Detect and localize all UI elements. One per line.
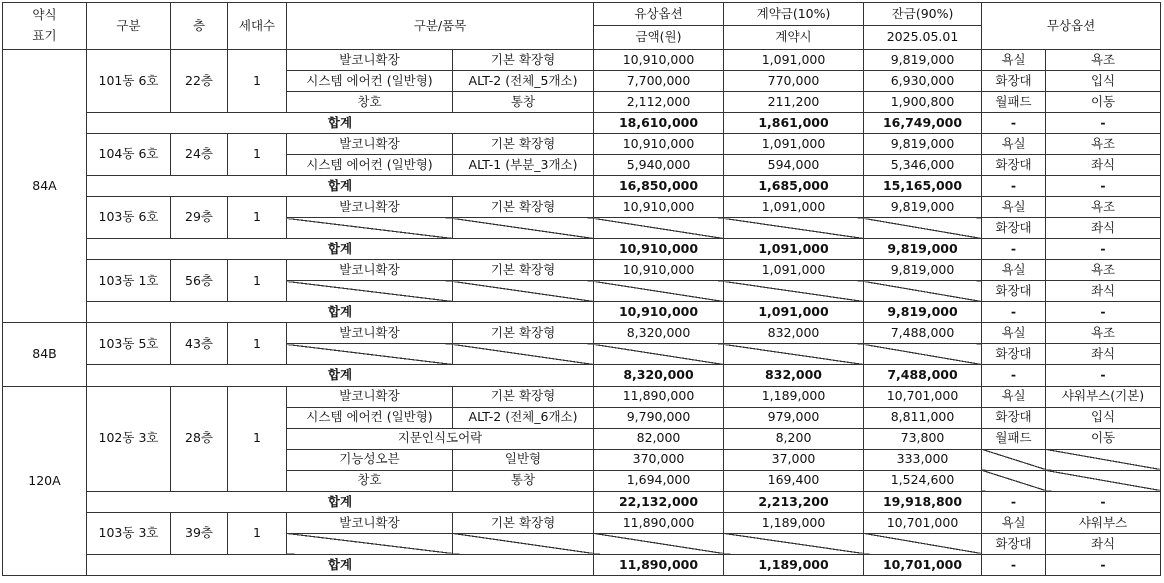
total-amount-cell: 10,910,000 [594, 239, 724, 260]
empty-slash-cell [724, 344, 864, 365]
header-type [3, 3, 87, 50]
total-balance-cell: 9,819,000 [864, 239, 982, 260]
free-option-room-cell: 화장대 [982, 533, 1046, 554]
type-cell: 84A [3, 49, 87, 323]
total-row [3, 365, 1161, 386]
total-amount-cell: 10,910,000 [594, 302, 724, 323]
total-label-cell: 합계 [87, 302, 594, 323]
floor-cell: 43층 [171, 323, 228, 365]
balance-cell: 5,346,000 [864, 155, 982, 176]
item-spec-cell: ALT-2 (전체_5개소) [453, 70, 594, 91]
free-option-choice-cell: 욕조 [1046, 49, 1161, 70]
total-balance-cell: 19,918,800 [864, 491, 982, 512]
item-name-cell: 발코니확장 [287, 197, 453, 218]
free-option-room-cell: 욕실 [982, 386, 1046, 407]
free-option-choice-cell: 이동 [1046, 91, 1161, 112]
header-unit: 구분 [87, 3, 171, 50]
amount-cell: 2,112,000 [594, 91, 724, 112]
amount-cell: 9,790,000 [594, 407, 724, 428]
balance-cell: 7,488,000 [864, 323, 982, 344]
total-deposit-cell: 1,091,000 [724, 239, 864, 260]
item-name-cell: 발코니확장 [287, 386, 453, 407]
total-free-option-cell: - [982, 176, 1046, 197]
empty-slash-cell [1046, 449, 1161, 470]
item-spec-cell: 기본 확장형 [453, 512, 594, 533]
header-balance: 잔금(90%) [864, 3, 982, 26]
type-cell: 120A [3, 386, 87, 575]
deposit-cell: 1,091,000 [724, 49, 864, 70]
total-balance-cell: 9,819,000 [864, 302, 982, 323]
amount-cell: 11,890,000 [594, 512, 724, 533]
item-spec-cell: 기본 확장형 [453, 197, 594, 218]
empty-slash-cell [864, 218, 982, 239]
item-name-cell: 시스템 에어컨 (일반형) [287, 70, 453, 91]
total-free-option-cell: - [982, 554, 1046, 575]
total-row [3, 554, 1161, 575]
free-option-choice-cell: 좌식 [1046, 281, 1161, 302]
header-type-line1: 약식 [32, 7, 57, 23]
free-option-room-cell: 화장대 [982, 155, 1046, 176]
deposit-cell: 832,000 [724, 323, 864, 344]
empty-slash-cell [982, 470, 1046, 491]
amount-cell: 10,910,000 [594, 133, 724, 154]
total-free-option-cell: - [1046, 554, 1161, 575]
free-option-room-cell: 월패드 [982, 91, 1046, 112]
table-row [3, 386, 1161, 407]
free-option-choice-cell: 욕조 [1046, 323, 1161, 344]
free-option-choice-cell: 입식 [1046, 407, 1161, 428]
free-option-room-cell: 욕실 [982, 133, 1046, 154]
header-households: 세대수 [228, 3, 287, 50]
total-label-cell: 합계 [87, 491, 594, 512]
free-option-choice-cell: 욕조 [1046, 133, 1161, 154]
balance-cell: 10,701,000 [864, 386, 982, 407]
item-spec-cell: 통창 [453, 91, 594, 112]
header-amount: 금액(원) [594, 26, 724, 49]
item-name-cell: 지문인식도어락 [287, 428, 594, 449]
free-option-room-cell: 욕실 [982, 49, 1046, 70]
empty-slash-cell [594, 533, 724, 554]
households-cell: 1 [228, 260, 287, 302]
total-free-option-cell: - [982, 302, 1046, 323]
total-label-cell: 합계 [87, 554, 594, 575]
deposit-cell: 1,091,000 [724, 133, 864, 154]
free-option-room-cell: 욕실 [982, 512, 1046, 533]
households-cell: 1 [228, 323, 287, 365]
total-deposit-cell: 1,189,000 [724, 554, 864, 575]
total-free-option-cell: - [982, 112, 1046, 133]
unit-cell: 104동 6호 [87, 133, 171, 175]
households-cell: 1 [228, 512, 287, 554]
total-free-option-cell: - [982, 491, 1046, 512]
free-option-room-cell: 월패드 [982, 428, 1046, 449]
item-name-cell: 발코니확장 [287, 260, 453, 281]
free-option-choice-cell: 샤워부스 [1046, 512, 1161, 533]
free-option-choice-cell: 좌식 [1046, 218, 1161, 239]
item-spec-cell: 기본 확장형 [453, 49, 594, 70]
header-item: 구분/품목 [287, 3, 594, 50]
free-option-choice-cell: 이동 [1046, 428, 1161, 449]
table-row [3, 512, 1161, 533]
balance-cell: 9,819,000 [864, 260, 982, 281]
free-option-choice-cell: 샤워부스(기본) [1046, 386, 1161, 407]
free-option-room-cell: 욕실 [982, 323, 1046, 344]
free-option-choice-cell: 좌식 [1046, 533, 1161, 554]
deposit-cell: 979,000 [724, 407, 864, 428]
free-option-choice-cell: 좌식 [1046, 344, 1161, 365]
amount-cell: 11,890,000 [594, 386, 724, 407]
empty-slash-cell [724, 218, 864, 239]
total-label-cell: 합계 [87, 239, 594, 260]
empty-slash-cell [594, 281, 724, 302]
households-cell: 1 [228, 133, 287, 175]
total-label-cell: 합계 [87, 365, 594, 386]
item-spec-cell: 기본 확장형 [453, 260, 594, 281]
total-row [3, 176, 1161, 197]
balance-cell: 1,524,600 [864, 470, 982, 491]
households-cell: 1 [228, 197, 287, 239]
deposit-cell: 8,200 [724, 428, 864, 449]
item-name-cell: 발코니확장 [287, 49, 453, 70]
unit-cell: 103동 3호 [87, 512, 171, 554]
deposit-cell: 1,091,000 [724, 197, 864, 218]
floor-cell: 22층 [171, 49, 228, 112]
empty-slash-cell [724, 533, 864, 554]
total-row [3, 239, 1161, 260]
amount-cell: 8,320,000 [594, 323, 724, 344]
total-amount-cell: 22,132,000 [594, 491, 724, 512]
floor-cell: 28층 [171, 386, 228, 491]
empty-slash-cell [287, 281, 453, 302]
total-free-option-cell: - [1046, 491, 1161, 512]
deposit-cell: 1,189,000 [724, 512, 864, 533]
free-option-room-cell: 욕실 [982, 260, 1046, 281]
item-spec-cell: 기본 확장형 [453, 133, 594, 154]
empty-slash-cell [594, 344, 724, 365]
balance-cell: 6,930,000 [864, 70, 982, 91]
total-label-cell: 합계 [87, 112, 594, 133]
deposit-cell: 37,000 [724, 449, 864, 470]
header-row-1 [3, 3, 1161, 26]
option-price-table [2, 2, 1161, 576]
table-row [3, 260, 1161, 281]
total-balance-cell: 10,701,000 [864, 554, 982, 575]
total-balance-cell: 16,749,000 [864, 112, 982, 133]
amount-cell: 1,694,000 [594, 470, 724, 491]
item-spec-cell: 통창 [453, 470, 594, 491]
empty-slash-cell [287, 344, 453, 365]
empty-slash-cell [453, 533, 594, 554]
header-free-option: 무상옵션 [982, 3, 1161, 50]
item-name-cell: 발코니확장 [287, 133, 453, 154]
free-option-room-cell: 화장대 [982, 281, 1046, 302]
item-name-cell: 발코니확장 [287, 512, 453, 533]
total-deposit-cell: 1,091,000 [724, 302, 864, 323]
total-deposit-cell: 1,861,000 [724, 112, 864, 133]
balance-cell: 73,800 [864, 428, 982, 449]
free-option-room-cell: 화장대 [982, 344, 1046, 365]
item-spec-cell: 기본 확장형 [453, 323, 594, 344]
unit-cell: 103동 6호 [87, 197, 171, 239]
empty-slash-cell [724, 281, 864, 302]
total-amount-cell: 18,610,000 [594, 112, 724, 133]
empty-slash-cell [864, 344, 982, 365]
total-free-option-cell: - [982, 365, 1046, 386]
unit-cell: 101동 6호 [87, 49, 171, 112]
item-name-cell: 창호 [287, 470, 453, 491]
item-name-cell: 기능성오븐 [287, 449, 453, 470]
item-name-cell: 발코니확장 [287, 323, 453, 344]
balance-cell: 8,811,000 [864, 407, 982, 428]
header-at-contract: 계약시 [724, 26, 864, 49]
households-cell: 1 [228, 386, 287, 491]
empty-slash-cell [1046, 470, 1161, 491]
free-option-choice-cell: 입식 [1046, 70, 1161, 91]
deposit-cell: 1,189,000 [724, 386, 864, 407]
deposit-cell: 594,000 [724, 155, 864, 176]
deposit-cell: 169,400 [724, 470, 864, 491]
header-contract-deposit: 계약금(10%) [724, 3, 864, 26]
item-spec-cell: ALT-2 (전체_6개소) [453, 407, 594, 428]
floor-cell: 39층 [171, 512, 228, 554]
empty-slash-cell [982, 449, 1046, 470]
total-free-option-cell: - [1046, 365, 1161, 386]
balance-cell: 9,819,000 [864, 197, 982, 218]
amount-cell: 10,910,000 [594, 49, 724, 70]
balance-cell: 10,701,000 [864, 512, 982, 533]
unit-cell: 103동 1호 [87, 260, 171, 302]
amount-cell: 10,910,000 [594, 260, 724, 281]
free-option-choice-cell: 욕조 [1046, 197, 1161, 218]
item-spec-cell: 일반형 [453, 449, 594, 470]
total-free-option-cell: - [1046, 176, 1161, 197]
table-row [3, 49, 1161, 70]
item-name-cell: 창호 [287, 91, 453, 112]
balance-cell: 9,819,000 [864, 49, 982, 70]
total-deposit-cell: 2,213,200 [724, 491, 864, 512]
total-amount-cell: 11,890,000 [594, 554, 724, 575]
amount-cell: 5,940,000 [594, 155, 724, 176]
free-option-choice-cell: 욕조 [1046, 260, 1161, 281]
balance-cell: 333,000 [864, 449, 982, 470]
amount-cell: 7,700,000 [594, 70, 724, 91]
empty-slash-cell [453, 344, 594, 365]
empty-slash-cell [287, 218, 453, 239]
empty-slash-cell [864, 281, 982, 302]
total-amount-cell: 8,320,000 [594, 365, 724, 386]
balance-cell: 1,900,800 [864, 91, 982, 112]
item-name-cell: 시스템 에어컨 (일반형) [287, 407, 453, 428]
empty-slash-cell [453, 281, 594, 302]
balance-cell: 9,819,000 [864, 133, 982, 154]
amount-cell: 10,910,000 [594, 197, 724, 218]
header-floor: 층 [171, 3, 228, 50]
total-row [3, 112, 1161, 133]
header-paid-option: 유상옵션 [594, 3, 724, 26]
empty-slash-cell [287, 533, 453, 554]
total-row [3, 491, 1161, 512]
total-deposit-cell: 832,000 [724, 365, 864, 386]
table-row [3, 197, 1161, 218]
floor-cell: 24층 [171, 133, 228, 175]
empty-slash-cell [864, 533, 982, 554]
empty-slash-cell [453, 218, 594, 239]
table-row [3, 323, 1161, 344]
free-option-room-cell: 화장대 [982, 407, 1046, 428]
unit-cell: 103동 5호 [87, 323, 171, 365]
empty-slash-cell [594, 218, 724, 239]
table-row [3, 133, 1161, 154]
amount-cell: 370,000 [594, 449, 724, 470]
total-balance-cell: 7,488,000 [864, 365, 982, 386]
free-option-room-cell: 욕실 [982, 197, 1046, 218]
unit-cell: 102동 3호 [87, 386, 171, 491]
total-deposit-cell: 1,685,000 [724, 176, 864, 197]
total-free-option-cell: - [982, 239, 1046, 260]
total-free-option-cell: - [1046, 302, 1161, 323]
total-free-option-cell: - [1046, 112, 1161, 133]
amount-cell: 82,000 [594, 428, 724, 449]
free-option-choice-cell: 좌식 [1046, 155, 1161, 176]
total-free-option-cell: - [1046, 239, 1161, 260]
free-option-room-cell: 화장대 [982, 218, 1046, 239]
header-type-line2: 표기 [32, 27, 57, 43]
type-cell: 84B [3, 323, 87, 386]
item-spec-cell: 기본 확장형 [453, 386, 594, 407]
deposit-cell: 211,200 [724, 91, 864, 112]
floor-cell: 56층 [171, 260, 228, 302]
total-label-cell: 합계 [87, 176, 594, 197]
total-row [3, 302, 1161, 323]
deposit-cell: 770,000 [724, 70, 864, 91]
total-balance-cell: 15,165,000 [864, 176, 982, 197]
households-cell: 1 [228, 49, 287, 112]
item-name-cell: 시스템 에어컨 (일반형) [287, 155, 453, 176]
total-amount-cell: 16,850,000 [594, 176, 724, 197]
free-option-room-cell: 화장대 [982, 70, 1046, 91]
floor-cell: 29층 [171, 197, 228, 239]
header-balance-date: 2025.05.01 [864, 26, 982, 49]
deposit-cell: 1,091,000 [724, 260, 864, 281]
item-spec-cell: ALT-1 (부분_3개소) [453, 155, 594, 176]
